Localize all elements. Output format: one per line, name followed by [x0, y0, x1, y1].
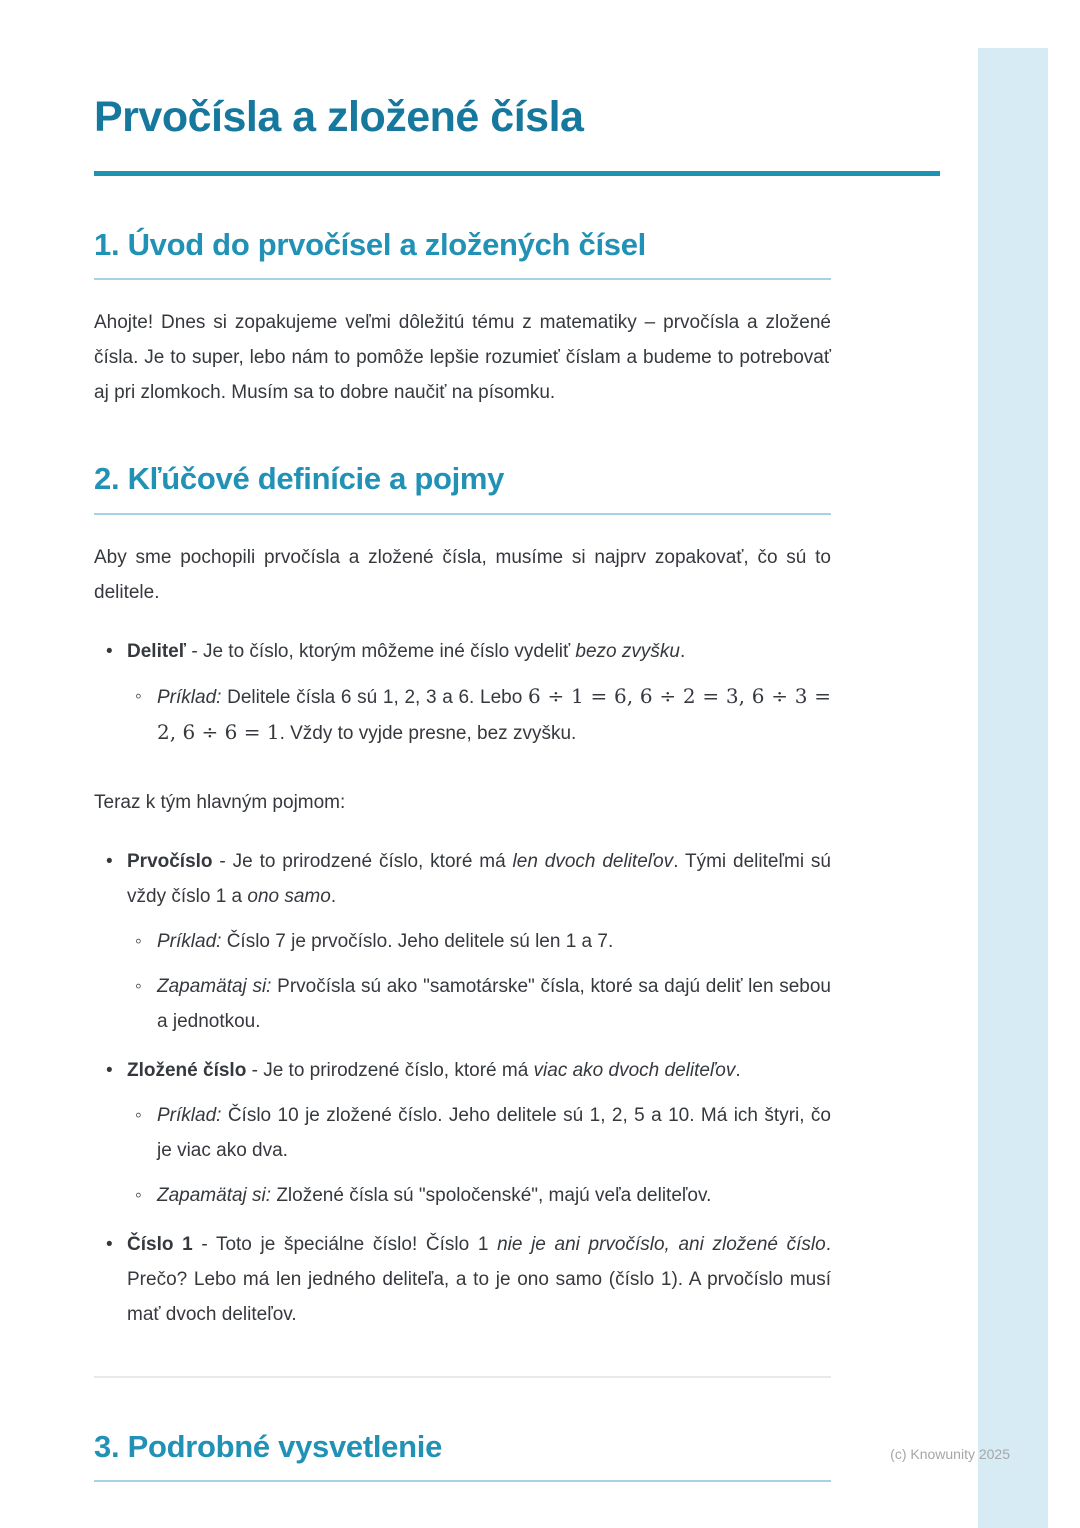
- section-definitions: [94, 460, 940, 1331]
- section-2-heading: 2. Kľúčové definície a pojmy: [94, 461, 505, 497]
- note-label: Zapamätaj si:: [157, 1184, 272, 1206]
- list-item-body: [127, 634, 831, 751]
- text-segment: .: [330, 885, 337, 907]
- text-segment: Zložené čísla sú "spoločenské", majú veľa deliteľov.: [271, 1184, 712, 1206]
- divisor-list: [94, 634, 831, 751]
- circle-bullet-icon: ◦: [135, 975, 142, 997]
- section-explanation: [94, 1428, 940, 1482]
- circle-bullet-icon: ◦: [135, 1104, 142, 1126]
- italic-segment: bezo zvyšku: [575, 640, 680, 662]
- list-item-body: [127, 844, 831, 1039]
- divisor-definition: [127, 634, 831, 669]
- bullet-icon: •: [106, 1059, 113, 1081]
- bullet-icon: •: [106, 640, 113, 662]
- math-expression: 6 ÷ 1 = 6, 6 ÷ 2 = 3, 6 ÷ 3 = 2, 6 ÷ 6 = 1: [157, 683, 831, 744]
- composite-definition: [127, 1053, 831, 1088]
- side-stripe: [978, 48, 1048, 1528]
- italic-segment: len dvoch deliteľov: [512, 850, 674, 872]
- example-label: Príklad:: [157, 686, 222, 708]
- footer-copyright: (c) Knowunity 2025: [890, 1446, 1010, 1462]
- main-terms-list: [94, 844, 831, 1332]
- list-item-prime: [94, 844, 831, 1039]
- text-segment: .: [679, 640, 686, 662]
- page-title: Prvočísla a zložené čísla: [94, 93, 584, 141]
- bullet-icon: •: [106, 850, 113, 872]
- example-label: Príklad:: [157, 930, 222, 952]
- document-content: [94, 0, 940, 1482]
- list-item-body: [127, 1053, 831, 1213]
- text-segment: - Je to prirodzené číslo, ktoré má: [212, 850, 513, 872]
- list-item-number-one: [94, 1227, 831, 1332]
- definitions-intro-paragraph: Aby sme pochopili prvočísla a zložené čísla, musíme si najprv zopakovať, čo sú to delitele.: [94, 546, 831, 603]
- number-one-definition: [127, 1227, 831, 1332]
- text-segment: . Tými deliteľmi sú vždy číslo 1 a: [127, 850, 831, 907]
- circle-bullet-icon: ◦: [135, 685, 142, 707]
- divisor-example: [157, 679, 831, 751]
- term-bold: Číslo 1: [127, 1233, 193, 1255]
- text-segment: Číslo 7 je prvočíslo. Jeho delitele sú len 1 a 7.: [221, 930, 614, 952]
- text-segment: . Prečo? Lebo má len jedného deliteľa, a to je ono samo (číslo 1). A prvočíslo musí mať dvoch deliteľov.: [127, 1233, 831, 1325]
- term-bold: Deliteľ: [127, 640, 187, 662]
- term-bold: Prvočíslo: [127, 850, 213, 872]
- text-segment: Prvočísla sú ako "samotárske" čísla, ktoré sa dajú deliť len sebou a jednotkou.: [157, 975, 831, 1032]
- sub-item-example: [127, 1098, 831, 1168]
- section-intro: [94, 226, 940, 410]
- sub-item-example: [127, 679, 831, 751]
- text-segment: - Je to prirodzené číslo, ktoré má: [246, 1059, 534, 1081]
- sub-item-note: [127, 969, 831, 1039]
- list-item-divisor: [94, 634, 831, 751]
- prime-note: [157, 969, 831, 1039]
- composite-example: [157, 1098, 831, 1168]
- text-segment: .: [735, 1059, 741, 1081]
- circle-bullet-icon: ◦: [135, 930, 142, 952]
- main-terms-intro: Teraz k tým hlavným pojmom:: [94, 791, 346, 813]
- text-segment: Delitele čísla 6 sú 1, 2, 3 a 6. Lebo: [221, 686, 528, 708]
- section-1-heading: 1. Úvod do prvočísel a zložených čísel: [94, 227, 646, 263]
- list-item-composite: [94, 1053, 831, 1213]
- text-segment: - Je to číslo, ktorým môžeme iné číslo vydeliť: [186, 640, 576, 662]
- text-segment: Číslo 10 je zložené číslo. Jeho delitele sú 1, 2, 5 a 10. Má ich štyri, čo je viac ako dva.: [157, 1104, 831, 1161]
- italic-segment: ono samo: [247, 885, 331, 907]
- section-1-underline: [94, 278, 831, 280]
- text-segment: - Toto je špeciálne číslo! Číslo 1: [192, 1233, 498, 1255]
- italic-segment: viac ako dvoch deliteľov: [533, 1059, 736, 1081]
- sub-item-note: [127, 1178, 831, 1213]
- list-item-body: [127, 1227, 831, 1332]
- italic-segment: nie je ani prvočíslo, ani zložené číslo: [497, 1233, 826, 1255]
- section-2-underline: [94, 513, 831, 515]
- section-3-heading: 3. Podrobné vysvetlenie: [94, 1428, 443, 1464]
- example-label: Príklad:: [157, 1104, 222, 1126]
- composite-note: [157, 1178, 711, 1213]
- section-3-underline: [94, 1480, 831, 1482]
- section-divider: [94, 1376, 831, 1378]
- prime-example: [157, 924, 613, 959]
- bullet-icon: •: [106, 1233, 113, 1255]
- intro-paragraph: Ahojte! Dnes si zopakujeme veľmi dôležitú tému z matematiky – prvočísla a zložené čísla. Je to super, lebo nám to pomôže lepšie rozumieť číslam a budeme to potrebovať aj pri zlomkoch. Musím sa to dobre naučiť na písomku.: [94, 312, 831, 404]
- circle-bullet-icon: ◦: [135, 1184, 142, 1206]
- title-rule: [94, 171, 940, 176]
- term-bold: Zložené číslo: [127, 1059, 247, 1081]
- prime-definition: [127, 844, 831, 914]
- sub-item-example: [127, 924, 831, 959]
- note-label: Zapamätaj si:: [157, 975, 272, 997]
- text-segment: . Vždy to vyjde presne, bez zvyšku.: [279, 722, 577, 744]
